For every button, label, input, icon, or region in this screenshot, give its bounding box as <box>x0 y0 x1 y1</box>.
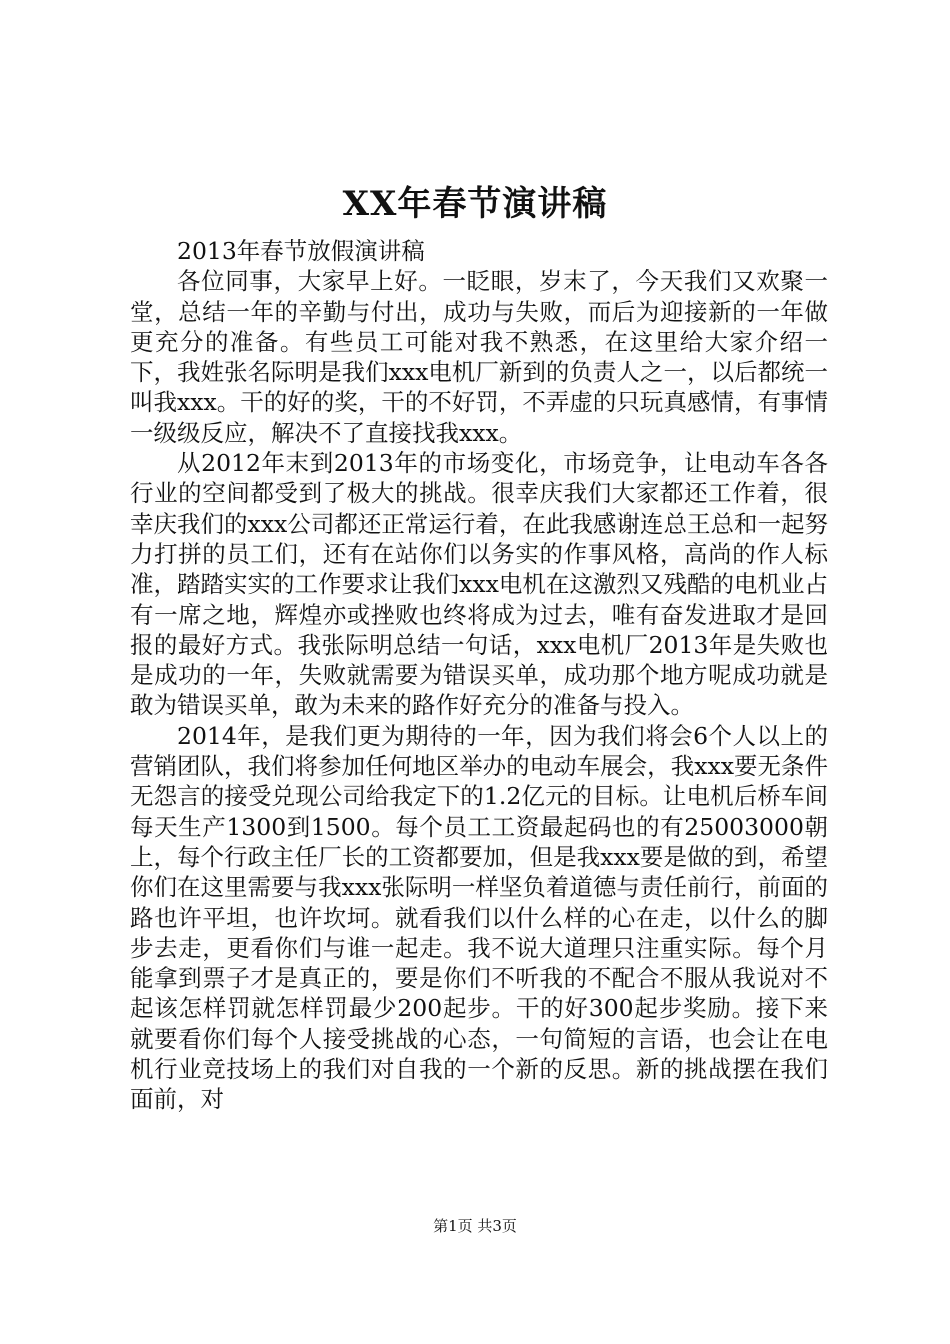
document-body <box>130 236 828 1115</box>
page-footer: 第1页 共3页 <box>433 1217 517 1235</box>
paragraph: 各位同事，大家早上好。一眨眼，岁末了，今天我们又欢聚一堂，总结一年的辛勤与付出，成功与失败，而后为迎接新的一年做更充分的准备。有些员工可能对我不熟悉，在这里给大家介绍一下，我姓张名际明是我们xxx电机厂新到的负责人之一，以后都统一叫我xxx。干的好的奖，干的不好罚，不弄虚的只玩真感情，有事情一级级反应，解决不了直接找我xxx。 <box>130 267 828 447</box>
paragraph-subtitle: 2013年春节放假演讲稿 <box>177 237 425 265</box>
paragraph: 从2012年末到2013年的市场变化，市场竞争，让电动车各各行业的空间都受到了极大的挑战。很幸庆我们大家都还工作着，很幸庆我们的xxx公司都还正常运行着，在此我感谢连总王总和一起努力打拼的员工们，还有在站你们以务实的作事风格，高尚的作人标准，踏踏实实的工作要求让我们xxx电机在这激烈又残酷的电机业占有一席之地，辉煌亦或挫败也终将成为过去，唯有奋发进取才是回报的最好方式。我张际明总结一句话，xxx电机厂2013年是失败也是成功的一年，失败就需要为错误买单，成功那个地方呢成功就是敢为错误买单，敢为未来的路作好充分的准备与投入。 <box>130 449 828 720</box>
paragraph: 2014年，是我们更为期待的一年，因为我们将会6个人以上的营销团队，我们将参加任何地区举办的电动车展会，我xxx要无条件无怨言的接受兑现公司给我定下的1.2亿元的目标。让电机后桥车间每天生产1300到1500。每个员工工资最起码也的有25003000朝上，每个行政主任厂长的工资都要加，但是我xxx要是做的到，希望你们在这里需要与我xxx张际明一样坚负着道德与责任前行，前面的路也许平坦，也许坎坷。就看我们以什么样的心在走，以什么的脚步去走，更看你们与谁一起走。我不说大道理只注重实际。每个月能拿到票子才是真正的，要是你们不听我的不配合不服从我说对不起该怎样罚就怎样罚最少200起步。干的好300起步奖励。接下来就要看你们每个人接受挑战的心态，一句简短的言语，也会让在电机行业竞技场上的我们对自我的一个新的反思。新的挑战摆在我们面前，对 <box>130 721 828 1114</box>
document-title: XX年春节演讲稿 <box>342 184 608 224</box>
